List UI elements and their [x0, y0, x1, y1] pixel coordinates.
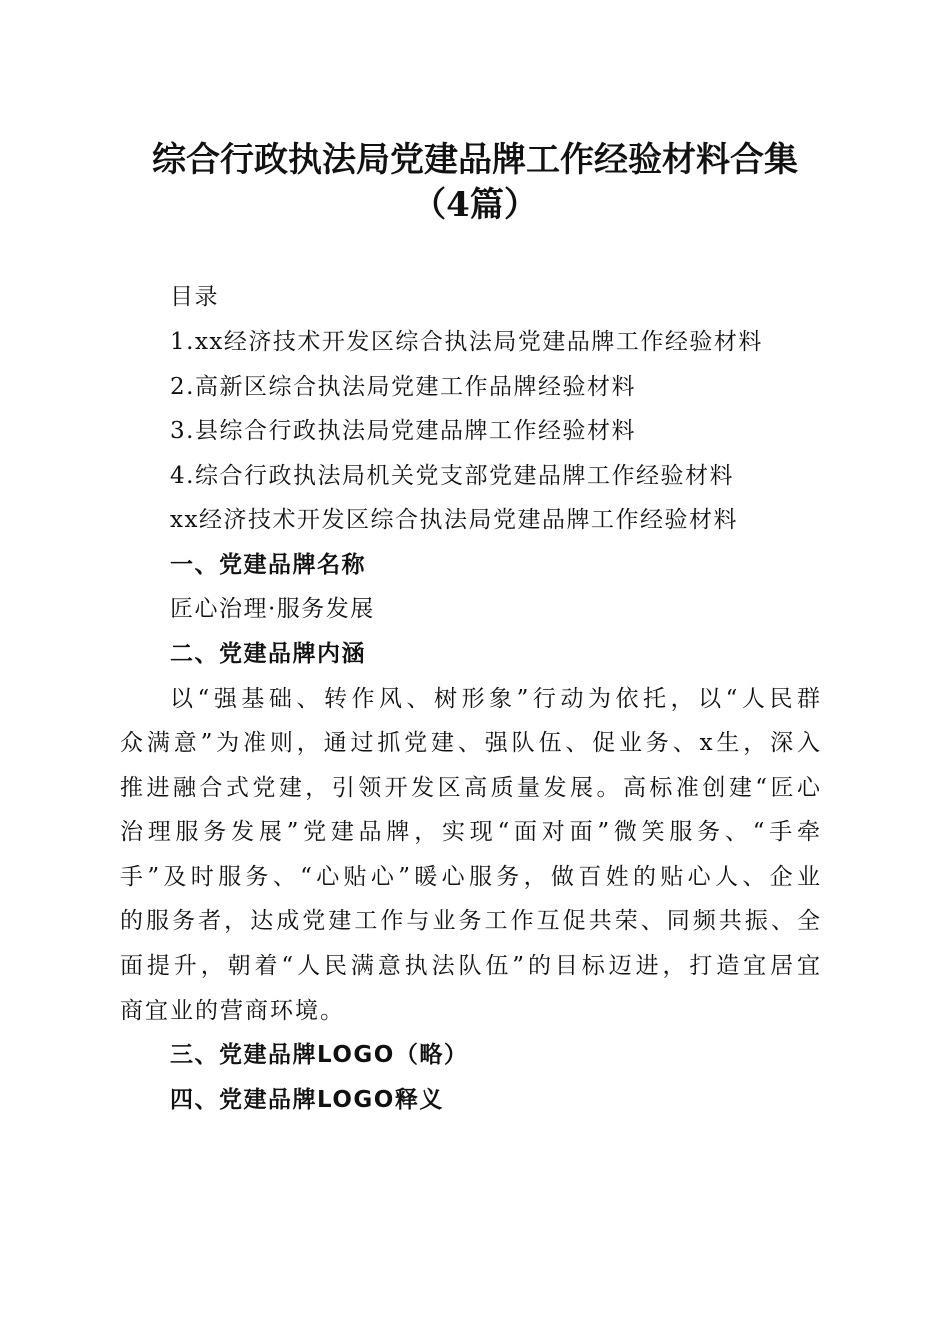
brand-name: 匠心治理·服务发展 — [170, 596, 375, 622]
section-heading: 三、党建品牌LOGO（略） — [170, 1042, 469, 1068]
paragraph-line: 面提升，朝着“人民满意执法队伍”的目标迈进，打造宜居宜 — [120, 953, 820, 979]
paragraph-line: 众满意”为准则，通过抓党建、强队伍、促业务、x生，深入 — [120, 730, 820, 756]
toc-item: 3.县综合行政执法局党建品牌工作经验材料 — [170, 418, 636, 444]
document-title-count: （4篇） — [412, 185, 538, 225]
paragraph-line: 手”及时服务、“心贴心”暖心服务，做百姓的贴心人、企业 — [120, 864, 820, 890]
toc-item: 1.xx经济技术开发区综合执法局党建品牌工作经验材料 — [170, 329, 763, 355]
paragraph-line: 以“强基础、转作风、树形象”行动为依托，以“人民群 — [170, 686, 820, 712]
paragraph-line: 推进融合式党建，引领开发区高质量发展。高标准创建“匠心 — [120, 775, 820, 801]
section-heading: 四、党建品牌LOGO释义 — [170, 1087, 444, 1113]
article-title: xx经济技术开发区综合执法局党建品牌工作经验材料 — [170, 507, 738, 533]
paragraph-line: 治理服务发展”党建品牌，实现“面对面”微笑服务、“手牵 — [120, 819, 820, 845]
section-heading: 二、党建品牌内涵 — [170, 641, 366, 667]
toc-item: 4.综合行政执法局机关党支部党建品牌工作经验材料 — [170, 463, 734, 489]
paragraph-line: 的服务者，达成党建工作与业务工作互促共荣、同频共振、全 — [120, 908, 820, 934]
section-heading: 一、党建品牌名称 — [170, 552, 366, 578]
toc-item: 2.高新区综合执法局党建工作品牌经验材料 — [170, 374, 636, 400]
document-title: 综合行政执法局党建品牌工作经验材料合集 — [152, 140, 798, 180]
toc-label: 目录 — [170, 284, 219, 310]
paragraph-line: 商宜业的营商环境。 — [120, 998, 345, 1024]
